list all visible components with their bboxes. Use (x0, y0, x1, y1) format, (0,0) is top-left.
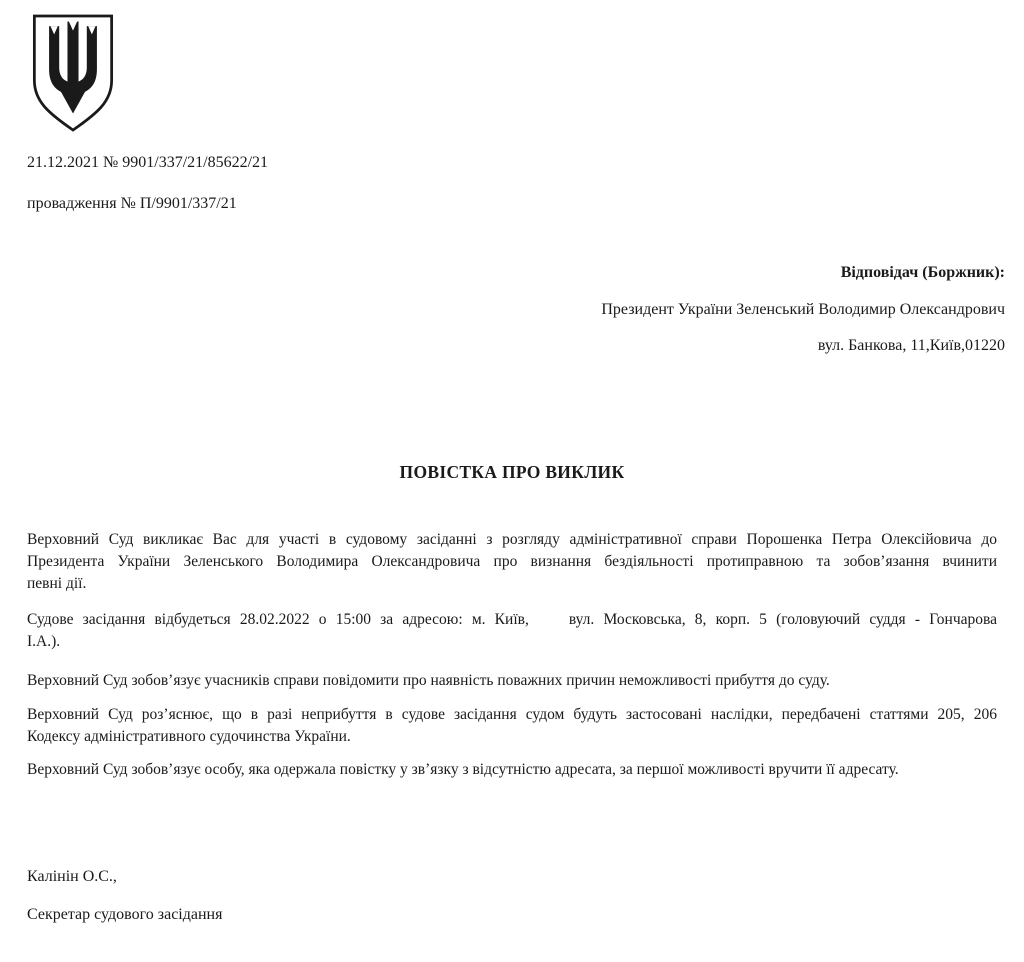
ukraine-trident-icon (27, 12, 119, 134)
paragraph-line: Верховний Суд зобов’язує особу, яка одержала повістку у зв’язку з відсутністю адресата, за першої можливості вручити її адресату. (27, 761, 899, 778)
ukraine-coat-of-arms-emblem (27, 12, 119, 134)
paragraph-line: певні дії. (27, 575, 87, 592)
respondent-block (27, 262, 1005, 357)
paragraph-line: Президента України Зеленського Володимира Олександровича про визнання бездіяльності протиправною та зобов’язання вчинити (27, 553, 997, 570)
case-numbers-block (27, 153, 268, 214)
respondent-label: Відповідач (Боржник): (840, 264, 1005, 281)
proceeding-number: провадження № П/9901/337/21 (27, 195, 237, 212)
paragraph-consequences (27, 704, 997, 748)
signature-name: Калінін О.С., (27, 868, 117, 885)
paragraph-delivery-obligation (27, 759, 997, 781)
paragraph-line: Кодексу адміністративного судочинства України. (27, 728, 351, 745)
paragraph-hearing (27, 609, 997, 653)
paragraph-summons (27, 529, 997, 595)
paragraph-line: Верховний Суд зобов’язує учасників справи повідомити про наявність поважних причин неможливості прибуття до суду. (27, 672, 830, 689)
hearing-street-judge: вул. Московська, 8, корп. 5 (головуючий суддя - Гончарова (568, 611, 998, 628)
respondent-name: Президент України Зеленський Володимир Олександрович (601, 301, 1005, 318)
respondent-address: вул. Банкова, 11,Київ,01220 (817, 337, 1005, 354)
paragraph-line: Верховний Суд викликає Вас для участі в судовому засіданні з розгляду адміністративної справи Порошенка Петра Олексійовича до (27, 531, 997, 548)
signature-block (27, 866, 222, 926)
paragraph-line (27, 609, 997, 631)
hearing-date-address: Судове засідання відбудеться 28.02.2022 о 15:00 за адресою: м. Київ, (27, 611, 529, 628)
document-title: ПОВІСТКА ПРО ВИКЛИК (399, 462, 625, 482)
signature-position: Секретар судового засідання (27, 906, 223, 923)
document-date-number: 21.12.2021 № 9901/337/21/85622/21 (27, 154, 269, 171)
paragraph-line: Верховний Суд роз’яснює, що в разі неприбуття в судове засідання судом будуть застосовані наслідки, передбачені статтями 205, 206 (27, 706, 997, 723)
paragraph-line: І.А.). (27, 633, 61, 650)
paragraph-notify-obligation (27, 670, 997, 692)
